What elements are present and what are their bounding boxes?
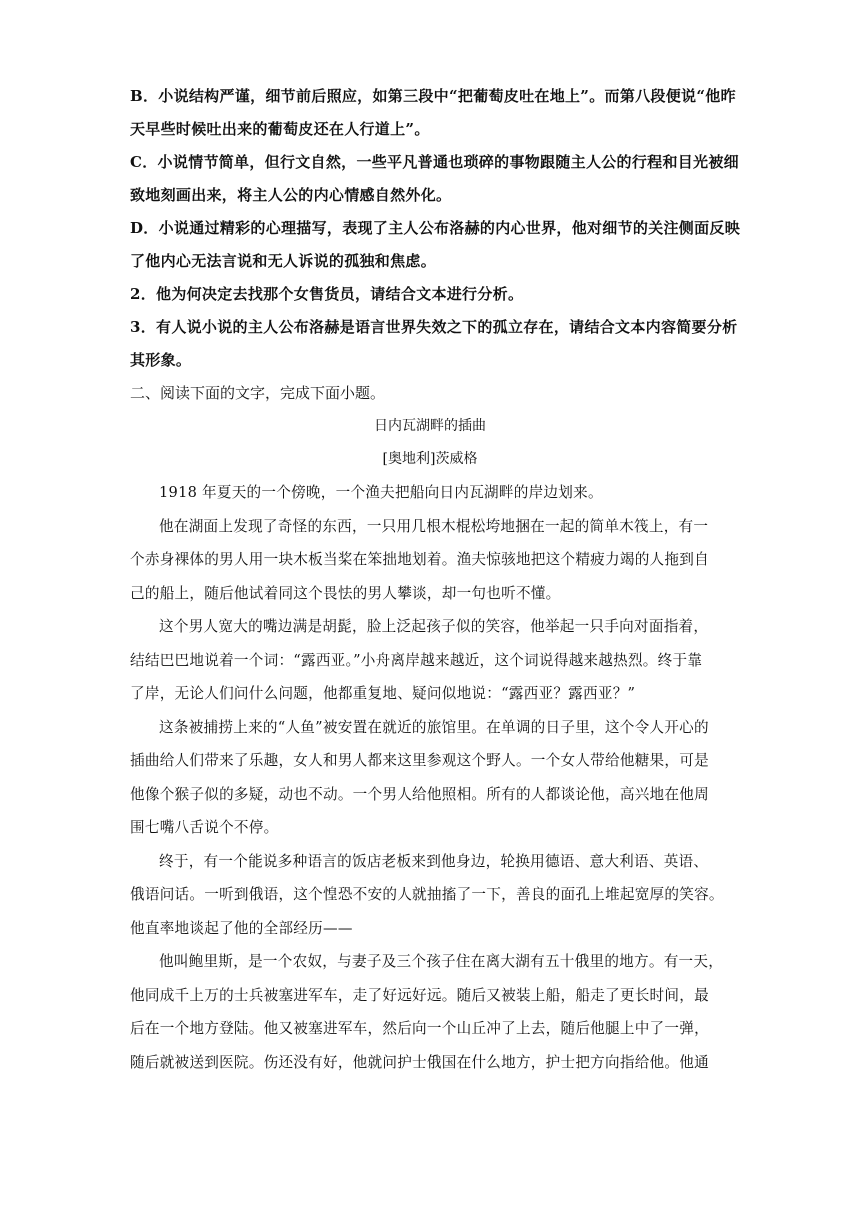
paragraph-3: [130, 610, 730, 711]
article-title: 日内瓦湖畔的插曲: [374, 418, 486, 434]
paragraph-6-line-4: 随后就被送到医院。伤还没有好，他就问护士俄国在什么地方，护士把方向指给他。他通: [130, 1053, 709, 1071]
paragraph-2: [130, 510, 730, 611]
option-c: [130, 146, 739, 212]
option-d: [130, 212, 741, 278]
page-content: [130, 80, 741, 1079]
paragraph-5-line-1: 终于，有一个能说多种语言的饭店老板来到他身边，轮换用德语、意大利语、英语、: [159, 852, 709, 870]
paragraph-3-line-1: 这个男人宽大的嘴边满是胡髭，脸上泛起孩子似的笑容，他举起一只手向对面指着，: [159, 618, 709, 635]
paragraph-1: [130, 476, 730, 510]
paragraph-5: [130, 845, 730, 946]
option-b: [130, 80, 736, 146]
question-3-line-1: 3．有人说小说的主人公布洛赫是语言世界失效之下的孤立存在，请结合文本内容简要分析: [130, 318, 738, 336]
option-d-line-2: 了他内心无法言说和无人诉说的孤独和焦虑。: [130, 252, 437, 270]
question-3: [130, 311, 738, 377]
question-2: [130, 278, 730, 311]
paragraph-1-line-1: 1918 年夏天的一个傍晚，一个渔夫把船向日内瓦湖畔的岸边划来。: [159, 484, 603, 501]
paragraph-4-line-3: 他像个猴子似的多疑，动也不动。一个男人给他照相。所有的人都谈论他，高兴地在他周: [130, 785, 709, 803]
option-b-line-2: 天早些时候吐出来的葡萄皮还在人行道上”。: [130, 120, 430, 138]
paragraph-4-line-4: 围七嘴八舌说个不停。: [130, 819, 279, 836]
paragraph-4: [130, 711, 730, 845]
paragraph-6-line-2: 他同成千上万的士兵被塞进军车，走了好远好远。随后又被装上船，船走了更长时间，最: [130, 986, 709, 1004]
article-body: [130, 476, 730, 1079]
paragraph-2-line-3: 己的船上，随后他试着同这个畏怯的男人攀谈，却一句也听不懂。: [130, 584, 561, 602]
paragraph-3-line-2: 结结巴巴地说着一个词：“露西亚。”小舟离岸越来越近，这个词说得越来越热烈。终于靠: [130, 651, 703, 669]
paragraph-2-line-1: 他在湖面上发现了奇怪的东西，一只用几根木棍松垮地捆在一起的简单木筏上，有一: [159, 517, 709, 535]
section-heading: 二、阅读下面的文字，完成下面小题。: [130, 384, 386, 402]
paragraph-4-line-2: 插曲给人们带来了乐趣，女人和男人都来这里参观这个野人。一个女人带给他糖果，可是: [130, 752, 709, 769]
paragraph-4-line-1: 这条被捕捞上来的“人鱼”被安置在就近的旅馆里。在单调的日子里，这个令人开心的: [159, 718, 709, 736]
paragraph-5-line-2: 俄语问话。一听到俄语，这个惶恐不安的人就抽搐了一下，善良的面孔上堆起宽厚的笑容。: [130, 886, 724, 903]
paragraph-6: [130, 945, 730, 1079]
option-c-line-1: C．小说情节简单，但行文自然，一些平凡普通也琐碎的事物跟随主人公的行程和目光被细: [130, 153, 739, 171]
option-b-line-1: B．小说结构严谨，细节前后照应，如第三段中“把葡萄皮吐在地上”。而第八段便说“他昨: [130, 87, 736, 105]
option-c-line-2: 致地刻画出来，将主人公的内心情感自然外化。: [130, 186, 452, 204]
paragraph-6-line-3: 后在一个地方登陆。他又被塞进军车，然后向一个山丘冲了上去，随后他腿上中了一弹，: [130, 1020, 709, 1037]
paragraph-3-line-3: 了岸，无论人们问什么问题，他都重复地、疑问似地说：“露西亚？露西亚？”: [130, 685, 636, 702]
question-2-line-1: 2．他为何决定去找那个女售货员，请结合文本进行分析。: [130, 285, 524, 303]
article-author: [奥地利]茨威格: [382, 451, 478, 467]
question-3-line-2: 其形象。: [130, 351, 192, 369]
paragraph-2-line-2: 个赤身裸体的男人用一块木板当桨在笨拙地划着。渔夫惊骇地把这个精疲力竭的人拖到自: [130, 551, 709, 568]
paragraph-5-line-3: 他直率地谈起了他的全部经历——: [130, 919, 353, 937]
paragraph-6-line-1: 他叫鲍里斯，是一个农奴，与妻子及三个孩子住在离大湖有五十俄里的地方。有一天，: [159, 953, 724, 970]
option-d-line-1: D．小说通过精彩的心理描写，表现了主人公布洛赫的内心世界，他对细节的关注侧面反映: [130, 219, 741, 237]
